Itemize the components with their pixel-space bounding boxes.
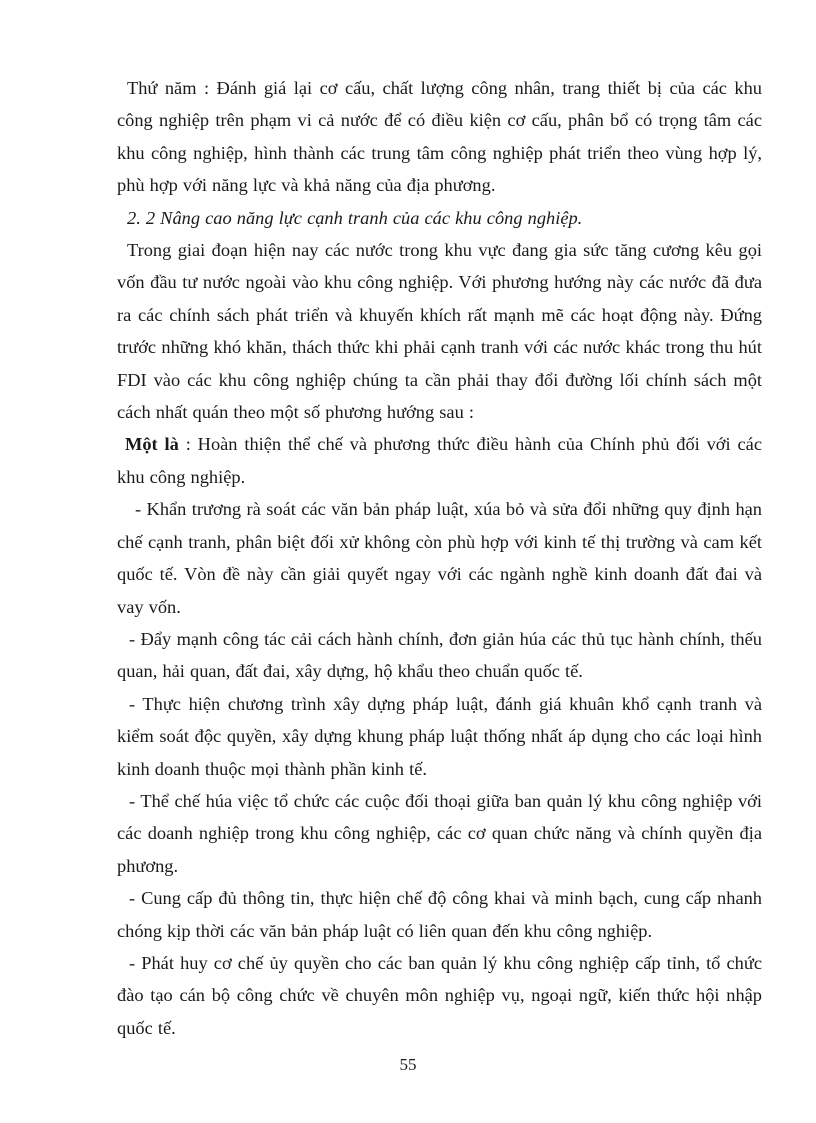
page-number: 55 xyxy=(399,1055,417,1074)
bullet-phap-luat: - Thực hiện chương trình xây dựng pháp luật, đánh giá khuân khổ cạnh tranh và kiểm soát độc quyền, xây dựng khung pháp luật thống nhất áp dụng cho các loại hình kinh doanh thuộc mọi thành phần kinh tế. xyxy=(117,693,762,779)
mot-la-text: : Hoàn thiện thể chế và phương thức điều hành của Chính phủ đối với các khu công nghiệp. xyxy=(117,434,762,487)
paragraph-intro: Trong giai đoạn hiện nay các nước trong khu vực đang gia sức tăng cương kêu gọi vốn đầu tư nước ngoài vào khu công nghiệp. Với phương hướng này các nước đã đưa ra các chính sách phát triển và khuyến khích rất mạnh mẽ các hoạt động này. Đứng trước những khó khăn, thách thức khi phải cạnh tranh với các nước khác trong thu hút FDI vào các khu công nghiệp chúng ta cần phải thay đổi đường lối chính sách một cách nhất quán theo một số phương hướng sau : xyxy=(117,240,762,423)
paragraph-mot-la xyxy=(117,428,762,493)
mot-la-label: Một là xyxy=(125,434,179,455)
bullet-thong-tin: - Cung cấp đủ thông tin, thực hiện chế độ công khai và minh bạch, cung cấp nhanh chóng kịp thời các văn bản pháp luật có liên quan đến khu công nghiệp. xyxy=(117,888,762,941)
bullet-doi-thoai: - Thể chế húa việc tổ chức các cuộc đối thoại giữa ban quản lý khu công nghiệp với các doanh nghiệp trong khu công nghiệp, các cơ quan chức năng và chính quyền địa phương. xyxy=(117,790,762,876)
bullet-ra-soat: - Khẩn trương rà soát các văn bản pháp luật, xúa bỏ và sửa đổi những quy định hạn chế cạnh tranh, phân biệt đối xử không còn phù hợp với kinh tế thị trường và cam kết quốc tế. Vòn đề này cần giải quyết ngay với các ngành nghề kinh doanh đất đai và vay vốn. xyxy=(117,499,762,617)
bullet-uy-quyen: - Phát huy cơ chế ủy quyền cho các ban quản lý khu công nghiệp cấp tỉnh, tổ chức đào tạo cán bộ công chức về chuyên môn nghiệp vụ, ngoại ngữ, kiến thức hội nhập quốc tế. xyxy=(117,952,762,1038)
section-heading-2-2: 2. 2 Nâng cao năng lực cạnh tranh của các khu công nghiệp. xyxy=(127,207,583,228)
bullet-cai-cach: - Đẩy mạnh công tác cải cách hành chính, đơn giản húa các thủ tục hành chính, thếu quan, hải quan, đất đai, xây dựng, hộ khẩu theo chuẩn quốc tế. xyxy=(117,628,762,682)
body-text xyxy=(117,72,762,1044)
paragraph-thu-nam: Thứ năm : Đánh giá lại cơ cấu, chất lượng công nhân, trang thiết bị của các khu công nghiệp trên phạm vi cả nước để có điều kiện cơ cấu, phân bổ có trọng tâm các khu công nghiệp, hình thành các trung tâm công nghiệp phát triển theo vùng hợp lý, phù hợp với năng lực và khả năng của địa phương. xyxy=(117,78,762,196)
